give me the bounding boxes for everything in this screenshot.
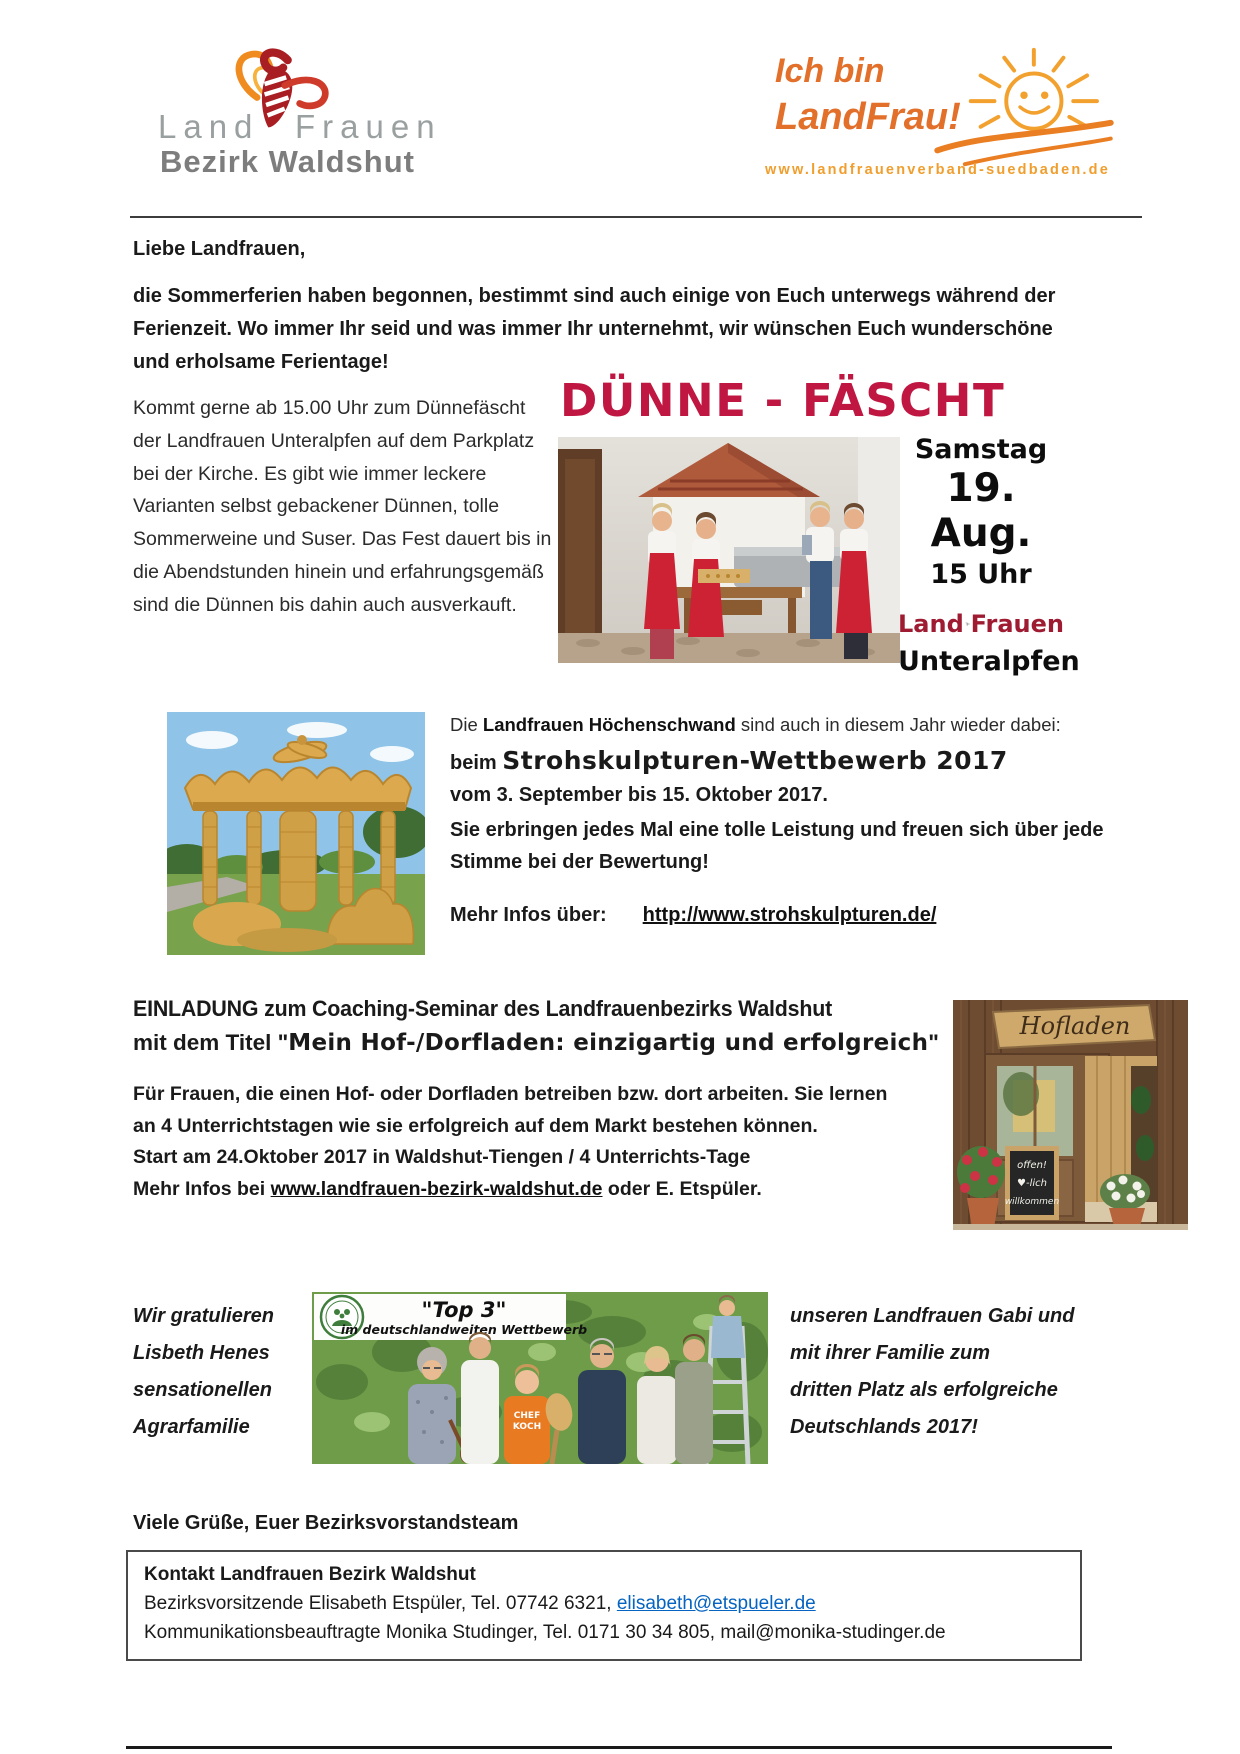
shirt-text: KOCH (512, 1422, 542, 1432)
text-line: Deutschlands 2017! (790, 1416, 978, 1438)
stroh-more-info (450, 904, 1050, 927)
flyer-logo-word: Land (898, 610, 964, 638)
email-link[interactable]: elisabeth@etspueler.de (616, 1593, 816, 1614)
slogan-line2: LandFrau! (775, 96, 961, 138)
banner-title: "Top 3" (421, 1298, 507, 1322)
paragraph-line: der Landfrauen Unteralpfen auf dem Parkplatz (133, 429, 535, 452)
strohskulptur-photo (167, 712, 425, 955)
closing-greeting: Viele Grüße, Euer Bezirksvorstandsteam (133, 1512, 519, 1534)
einladung-paragraph (133, 1079, 963, 1205)
hofladen-sign-text: Hofladen (1019, 1012, 1131, 1040)
einladung-section (133, 996, 963, 1205)
text-line: Wir gratulieren (133, 1305, 274, 1327)
header-divider (130, 216, 1142, 218)
stroh-event-line: beim Strohskulpturen-Wettbewerb 2017 (450, 746, 1008, 775)
paragraph-line: Sommerweine und Suser. Das Fest dauert bis in (133, 528, 552, 551)
logo-word-frauen: Frauen (295, 108, 442, 145)
paragraph-line: Sie erbringen jedes Mal eine tolle Leistung und freuen sich über jede (450, 819, 1104, 841)
more-info-label: Mehr Infos über: (450, 904, 607, 926)
einladung-subheading: mit dem Titel "Mein Hof-/Dorfladen: einzigartig und erfolgreich" (133, 1030, 939, 1056)
einladung-heading: EINLADUNG zum Coaching-Seminar des Landfrauenbezirks Waldshut (133, 996, 833, 1021)
ich-bin-landfrau-logo (765, 52, 1115, 182)
sun-icon (933, 40, 1115, 178)
seminar-title: Mein Hof-/Dorfladen: einzigartig und erfolgreich (288, 1030, 929, 1056)
intro-line: und erholsame Ferientage! (133, 351, 389, 373)
contact-title: Kontakt Landfrauen Bezirk Waldshut (144, 1564, 476, 1585)
bezirk-website-link[interactable]: www.landfrauen-bezirk-waldshut.de (270, 1177, 603, 1200)
flyer-logo-word: Frauen (970, 610, 1064, 638)
paragraph-line: bei der Kirche. Es gibt wie immer leckere (133, 462, 487, 485)
board-line: willkommen (1004, 1197, 1060, 1207)
flyer-date: 19. Aug. (930, 466, 1032, 556)
logo-word-land: Land (158, 108, 260, 145)
flyer-place: Unteralpfen (898, 646, 1080, 677)
text-line: sensationellen (133, 1379, 272, 1401)
text-line: Lisbeth Henes (133, 1342, 270, 1364)
intro-line: die Sommerferien haben begonnen, bestimmt sind auch einige von Euch unterwegs während der (133, 285, 1056, 307)
flyer-title: DÜNNE - FÄSCHT (560, 374, 1006, 427)
text-line: unseren Landfrauen Gabi und (790, 1305, 1075, 1327)
bee-icon (965, 604, 970, 644)
event-title: Strohskulpturen-Wettbewerb 2017 (502, 746, 1008, 775)
logo-subtitle: Bezirk Waldshut (160, 144, 415, 179)
flyer-day: Samstag (914, 434, 1048, 465)
text-line: dritten Platz als erfolgreiche (790, 1379, 1058, 1401)
strohskulpturen-section (450, 714, 1104, 927)
agrarfamilie-photo (312, 1292, 768, 1464)
board-line: offen! (1017, 1160, 1047, 1171)
gratulation-left-text (133, 1298, 274, 1446)
intro-line: Ferienzeit. Wo immer Ihr seid und was immer Ihr unternehmt, wir wünschen Euch wunderschöne (133, 318, 1053, 340)
paragraph-line: Für Frauen, die einen Hof- oder Dorfladen betreiben bzw. dort arbeiten. Sie lernen (133, 1083, 888, 1105)
chalkboard (1005, 1146, 1060, 1220)
intro-paragraph (133, 280, 1055, 379)
verband-url[interactable]: www.landfrauenverband-suedbaden.de (765, 162, 1110, 178)
contact-box (126, 1550, 1082, 1661)
duennefaescht-paragraph (133, 392, 551, 622)
contact-line-1: Bezirksvorsitzende Elisabeth Etspüler, Tel. 07742 6321, elisabeth@etspueler.de (144, 1593, 816, 1614)
text-line: Agrarfamilie (133, 1416, 250, 1438)
duennefaescht-photo (558, 437, 900, 663)
landfrauen-logo (158, 40, 468, 190)
stroh-dates: vom 3. September bis 15. Oktober 2017. (450, 784, 828, 806)
paragraph-line: Stimme bei der Bewertung! (450, 851, 709, 873)
stroh-description (450, 814, 1104, 878)
slogan-line1: Ich bin (775, 52, 885, 90)
paragraph-line: sind die Dünnen bis dahin auch ausverkauft. (133, 593, 517, 616)
salutation: Liebe Landfrauen, (133, 238, 306, 260)
stroh-intro: Die Landfrauen Höchenschwand sind auch in diesem Jahr wieder dabei: (450, 714, 1061, 735)
flyer-info (898, 434, 1080, 677)
gratulation-right-text (790, 1298, 1074, 1446)
strohskulpturen-link[interactable]: http://www.strohskulpturen.de/ (642, 904, 937, 926)
einladung-more-info: Mehr Infos bei www.landfrauen-bezirk-waldshut.de oder E. Etspüler. (133, 1177, 762, 1200)
flyer-landfrauen-logo (898, 604, 1064, 644)
paragraph-line: an 4 Unterrichtstagen wie sie erfolgreich auf dem Markt bestehen können. (133, 1114, 818, 1137)
banner-subtitle: im deutschlandweiten Wettbewerb (340, 1322, 588, 1337)
paragraph-line: Start am 24.Oktober 2017 in Waldshut-Tiengen / 4 Unterrichts-Tage (133, 1146, 751, 1168)
flyer-time: 15 Uhr (930, 559, 1032, 590)
text-line: mit ihrer Familie zum (790, 1342, 991, 1364)
paragraph-line: Kommt gerne ab 15.00 Uhr zum Dünnefäscht (133, 397, 526, 419)
paragraph-line: die Abendstunden hinein und erfahrungsgemäß (133, 560, 544, 583)
shirt-text: CHEF (513, 1411, 541, 1421)
page-bottom-border (126, 1746, 1112, 1749)
top3-banner (314, 1294, 587, 1340)
paragraph-line: Varianten selbst gebackener Dünnen, tolle (133, 495, 500, 518)
hofladen-photo (953, 1000, 1188, 1230)
board-line: ♥-lich (1017, 1178, 1047, 1189)
contact-line-2: Kommunikationsbeauftragte Monika Studinger, Tel. 0171 30 34 805, mail@monika-studinger.de (144, 1622, 946, 1643)
